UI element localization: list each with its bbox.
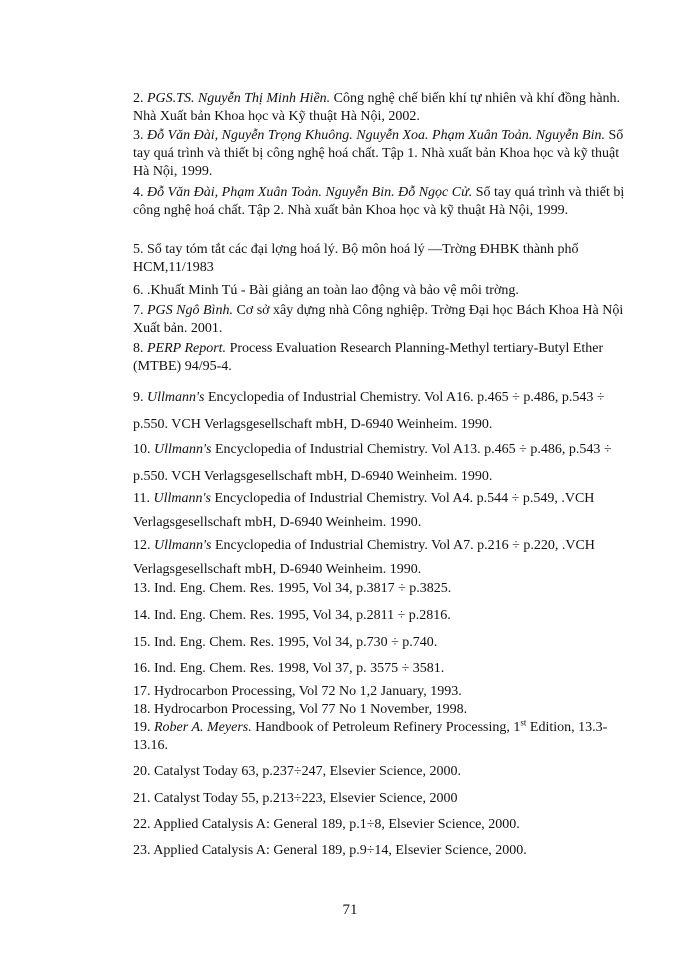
reference-number: 20. [133,764,151,779]
reference-text: Catalyst Today 63, p.237÷247, Elsevier Science, 2000. [154,764,462,779]
reference-author: Đỗ Văn Đài, Phạm Xuân Toản. Nguyễn Bin. Đỗ Ngọc Cử. [147,185,473,200]
reference-text: Cơ sở xây dựng nhà Công nghiệp. Trờng Đại học Bách Khoa Hà Nội Xuất bản. 2001. [133,303,624,336]
reference-item [133,634,638,652]
reference-item [133,436,638,490]
reference-number: 2. [133,91,144,106]
reference-author: Đỗ Văn Đài, Nguyễn Trọng Khuông. Nguyễn Xoa. Phạm Xuân Toản. Nguyễn Bin. [147,128,605,143]
reference-item [133,90,638,126]
reference-author: PERP Report. [147,341,227,356]
reference-number: 8. [133,341,144,356]
reference-number: 14. [133,608,151,623]
reference-author: Ullmann's [154,442,212,457]
reference-item [133,534,638,582]
reference-text: Applied Catalysis A: General 189, p.9÷14, Elsevier Science, 2000. [153,843,527,858]
reference-item [133,241,638,277]
reference-item [133,340,638,376]
reference-text: Process Evaluation Research Planning-Methyl tertiary-Butyl Ether (MTBE) 94/95-4. [133,341,604,374]
reference-number: 17. [133,684,151,699]
reference-number: 6. [133,283,144,298]
reference-text: Encyclopedia of Industrial Chemistry. Vol A4. p.544 ÷ p.549, .VCH Verlagsgesellschaft mbH, D-6940 Weinheim. 1990. [133,491,595,530]
reference-number: 22. [133,817,151,832]
reference-number: 4. [133,185,144,200]
reference-item [133,719,638,755]
reference-text: Hydrocarbon Processing, Vol 77 No 1 November, 1998. [154,702,468,717]
reference-item [133,282,638,300]
reference-author: PGS.TS. Nguyễn Thị Minh Hiền. [147,91,331,106]
reference-number: 15. [133,635,151,650]
reference-text: Encyclopedia of Industrial Chemistry. Vol A13. p.465 ÷ p.486, p.543 ÷ p.550. VCH Verlagsgesellschaft mbH, D-6940 Weinheim. 1990. [133,442,612,484]
reference-author: Ullmann's [147,390,205,405]
reference-number: 12. [133,538,151,553]
reference-item [133,184,638,220]
reference-item [133,763,638,781]
reference-text: Công nghệ chế biến khí tự nhiên và khí đồng hành. Nhà Xuất bản Khoa học và Kỹ thuật Hà Nội, 2002. [133,91,621,124]
reference-number: 11. [133,491,150,506]
reference-author: Ullmann's [153,491,211,506]
reference-number: 23. [133,843,151,858]
reference-author: PGS Ngô Bình. [147,303,233,318]
reference-number: 13. [133,581,151,596]
superscript: st [520,717,527,728]
reference-item [133,683,638,701]
reference-number: 19. [133,720,151,735]
reference-number: 3. [133,128,144,143]
reference-author: Ullmann's [154,538,212,553]
reference-text: Encyclopedia of Industrial Chemistry. Vol A7. p.216 ÷ p.220, .VCH Verlagsgesellschaft mbH, D-6940 Weinheim. 1990. [133,538,595,577]
reference-text: Ind. Eng. Chem. Res. 1995, Vol 34, p.3817 ÷ p.3825. [154,581,452,596]
reference-text: Encyclopedia of Industrial Chemistry. Vol A16. p.465 ÷ p.486, p.543 ÷ p.550. VCH Verlagsgesellschaft mbH, D-6940 Weinheim. 1990. [133,390,605,432]
reference-text: Sổ tay quá trình và thiết bị công nghệ hoá chất. Tập 2. Nhà xuất bản Khoa học và kỹ thuật Hà Nội, 1999. [133,185,625,218]
reference-item [133,580,638,598]
reference-item [133,701,638,719]
reference-item [133,660,638,678]
reference-item [133,842,638,860]
reference-text: Ind. Eng. Chem. Res. 1995, Vol 34, p.2811 ÷ p.2816. [154,608,451,623]
reference-item [133,127,638,181]
reference-text: Ind. Eng. Chem. Res. 1995, Vol 34, p.730 ÷ p.740. [154,635,438,650]
reference-item [133,816,638,834]
reference-item [133,487,638,535]
reference-number: 18. [133,702,151,717]
reference-text: Applied Catalysis A: General 189, p.1÷8, Elsevier Science, 2000. [153,817,520,832]
reference-author: Rober A. Meyers. [154,720,252,735]
reference-text: Sổ tay tóm tắt các đại lợng hoá lý. Bộ môn hoá lý —Trờng ĐHBK thành phố HCM,11/1983 [133,242,579,275]
reference-text: .Khuất Minh Tú - Bài giảng an toàn lao động và bảo vệ môi trờng. [147,283,519,298]
reference-number: 10. [133,442,151,457]
reference-number: 21. [133,791,151,806]
reference-text: Hydrocarbon Processing, Vol 72 No 1,2 January, 1993. [154,684,462,699]
reference-number: 16. [133,661,151,676]
reference-item [133,790,638,808]
reference-text-continued: Edition, 13.3-13.16. [133,720,608,753]
reference-text: Catalyst Today 55, p.213÷223, Elsevier Science, 2000 [154,791,458,806]
reference-item [133,607,638,625]
reference-text: Ind. Eng. Chem. Res. 1998, Vol 37, p. 3575 ÷ 3581. [154,661,445,676]
reference-number: 5. [133,242,144,257]
reference-item [133,302,638,338]
reference-text: Handbook of Petroleum Refinery Processing, 1 [251,720,521,735]
reference-number: 7. [133,303,144,318]
reference-text: Sổ tay quá trình và thiết bị công nghệ hoá chất. Tập 1. Nhà xuất bản Khoa học và kỹ thuật Hà Nội, 1999. [133,128,624,179]
page-number: 71 [342,902,358,918]
reference-number: 9. [133,390,144,405]
reference-item [133,384,638,438]
